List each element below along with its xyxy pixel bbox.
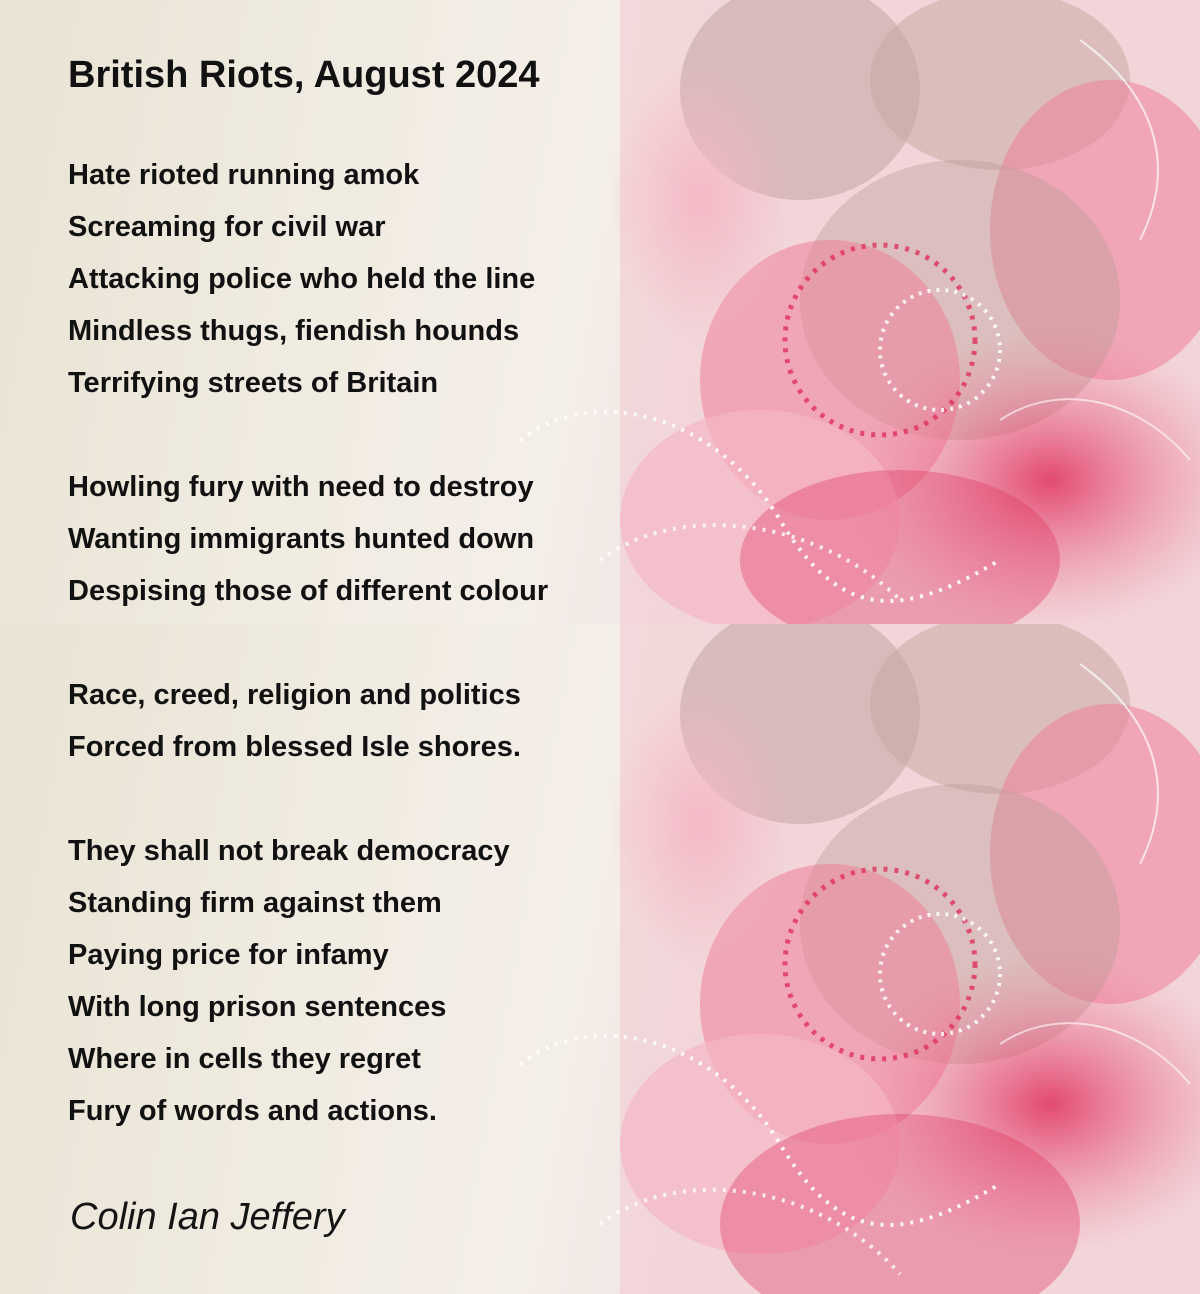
- poem-author: Colin Ian Jeffery: [70, 1196, 345, 1238]
- poem-line: Fury of words and actions.: [68, 1095, 437, 1127]
- poem-line: Screaming for civil war: [68, 211, 386, 243]
- poem-line: Despising those of different colour: [68, 575, 549, 607]
- poem-line: Howling fury with need to destroy: [68, 471, 534, 503]
- poem-line: Where in cells they regret: [68, 1043, 421, 1075]
- poem-line: Attacking police who held the line: [68, 263, 536, 295]
- poem-line: Paying price for infamy: [68, 939, 389, 971]
- poem-line: Terrifying streets of Britain: [68, 367, 439, 399]
- poem-line: They shall not break democracy: [68, 835, 510, 867]
- poem-line: Wanting immigrants hunted down: [68, 523, 535, 555]
- poem-title: British Riots, August 2024: [68, 54, 540, 96]
- poem-line: With long prison sentences: [68, 991, 447, 1023]
- poem-line: Forced from blessed Isle shores.: [68, 731, 521, 763]
- poem-line: Mindless thugs, fiendish hounds: [68, 315, 520, 347]
- poem-line: Standing firm against them: [68, 887, 442, 919]
- poem-line: Race, creed, religion and politics: [68, 679, 521, 711]
- poem-line: Hate rioted running amok: [68, 159, 420, 191]
